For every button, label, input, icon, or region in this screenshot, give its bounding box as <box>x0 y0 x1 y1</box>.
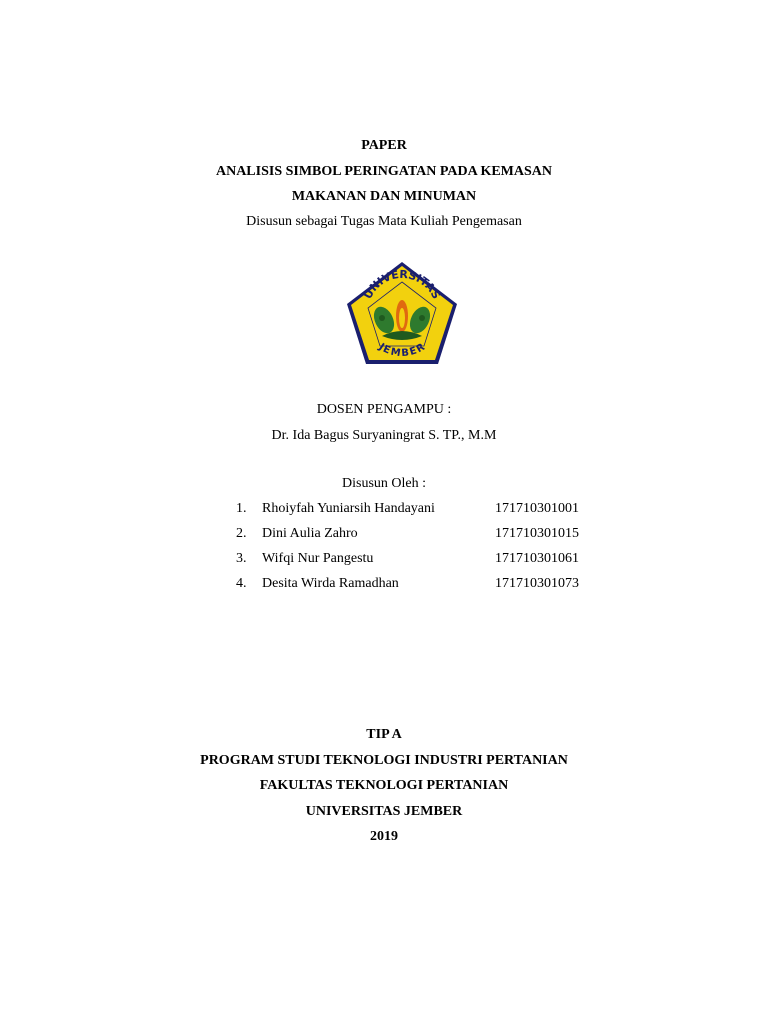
author-number: 3. <box>236 551 247 566</box>
author-name: Wifqi Nur Pangestu <box>262 551 374 566</box>
authors-label: Disusun Oleh : <box>342 476 426 491</box>
author-row <box>236 525 616 543</box>
logo-left-leaf-dot <box>379 315 385 321</box>
university-name: UNIVERSITAS JEMBER <box>305 804 463 819</box>
author-row <box>236 500 616 518</box>
author-nim: 171710301001 <box>495 501 579 516</box>
lecturer-label: DOSEN PENGAMPU : <box>316 402 452 417</box>
author-nim: 171710301015 <box>495 526 579 541</box>
logo-right-leaf-dot <box>419 315 425 321</box>
lecturer-name: Dr. Ida Bagus Suryaningrat S. TP., M.M <box>271 428 497 443</box>
author-name: Desita Wirda Ramadhan <box>262 576 399 591</box>
author-name: Dini Aulia Zahro <box>262 526 358 541</box>
logo-text-bottom: JEMBER <box>376 341 427 360</box>
subtitle: Disusun sebagai Tugas Mata Kuliah Pengemasan <box>246 214 522 229</box>
author-name: Rhoiyfah Yuniarsih Handayani <box>262 501 435 516</box>
author-row <box>236 550 616 568</box>
author-nim: 171710301061 <box>495 551 579 566</box>
program-name: PROGRAM STUDI TEKNOLOGI INDUSTRI PERTANIAN <box>200 753 568 768</box>
author-row <box>236 575 616 593</box>
author-nim: 171710301073 <box>495 576 579 591</box>
class-label: TIP A <box>366 727 402 742</box>
year: 2019 <box>370 829 398 844</box>
author-number: 2. <box>236 526 247 541</box>
title-line-1: ANALISIS SIMBOL PERINGATAN PADA KEMASAN <box>215 164 553 179</box>
university-logo <box>344 260 460 368</box>
logo-text-top: UNIVERSITAS <box>361 267 443 302</box>
doc-type: PAPER <box>361 138 407 153</box>
author-number: 1. <box>236 501 247 516</box>
logo-center-flame-core <box>399 308 405 328</box>
title-line-2: MAKANAN DAN MINUMAN <box>291 189 477 204</box>
author-number: 4. <box>236 576 247 591</box>
faculty-name: FAKULTAS TEKNOLOGI PERTANIAN <box>259 778 509 793</box>
